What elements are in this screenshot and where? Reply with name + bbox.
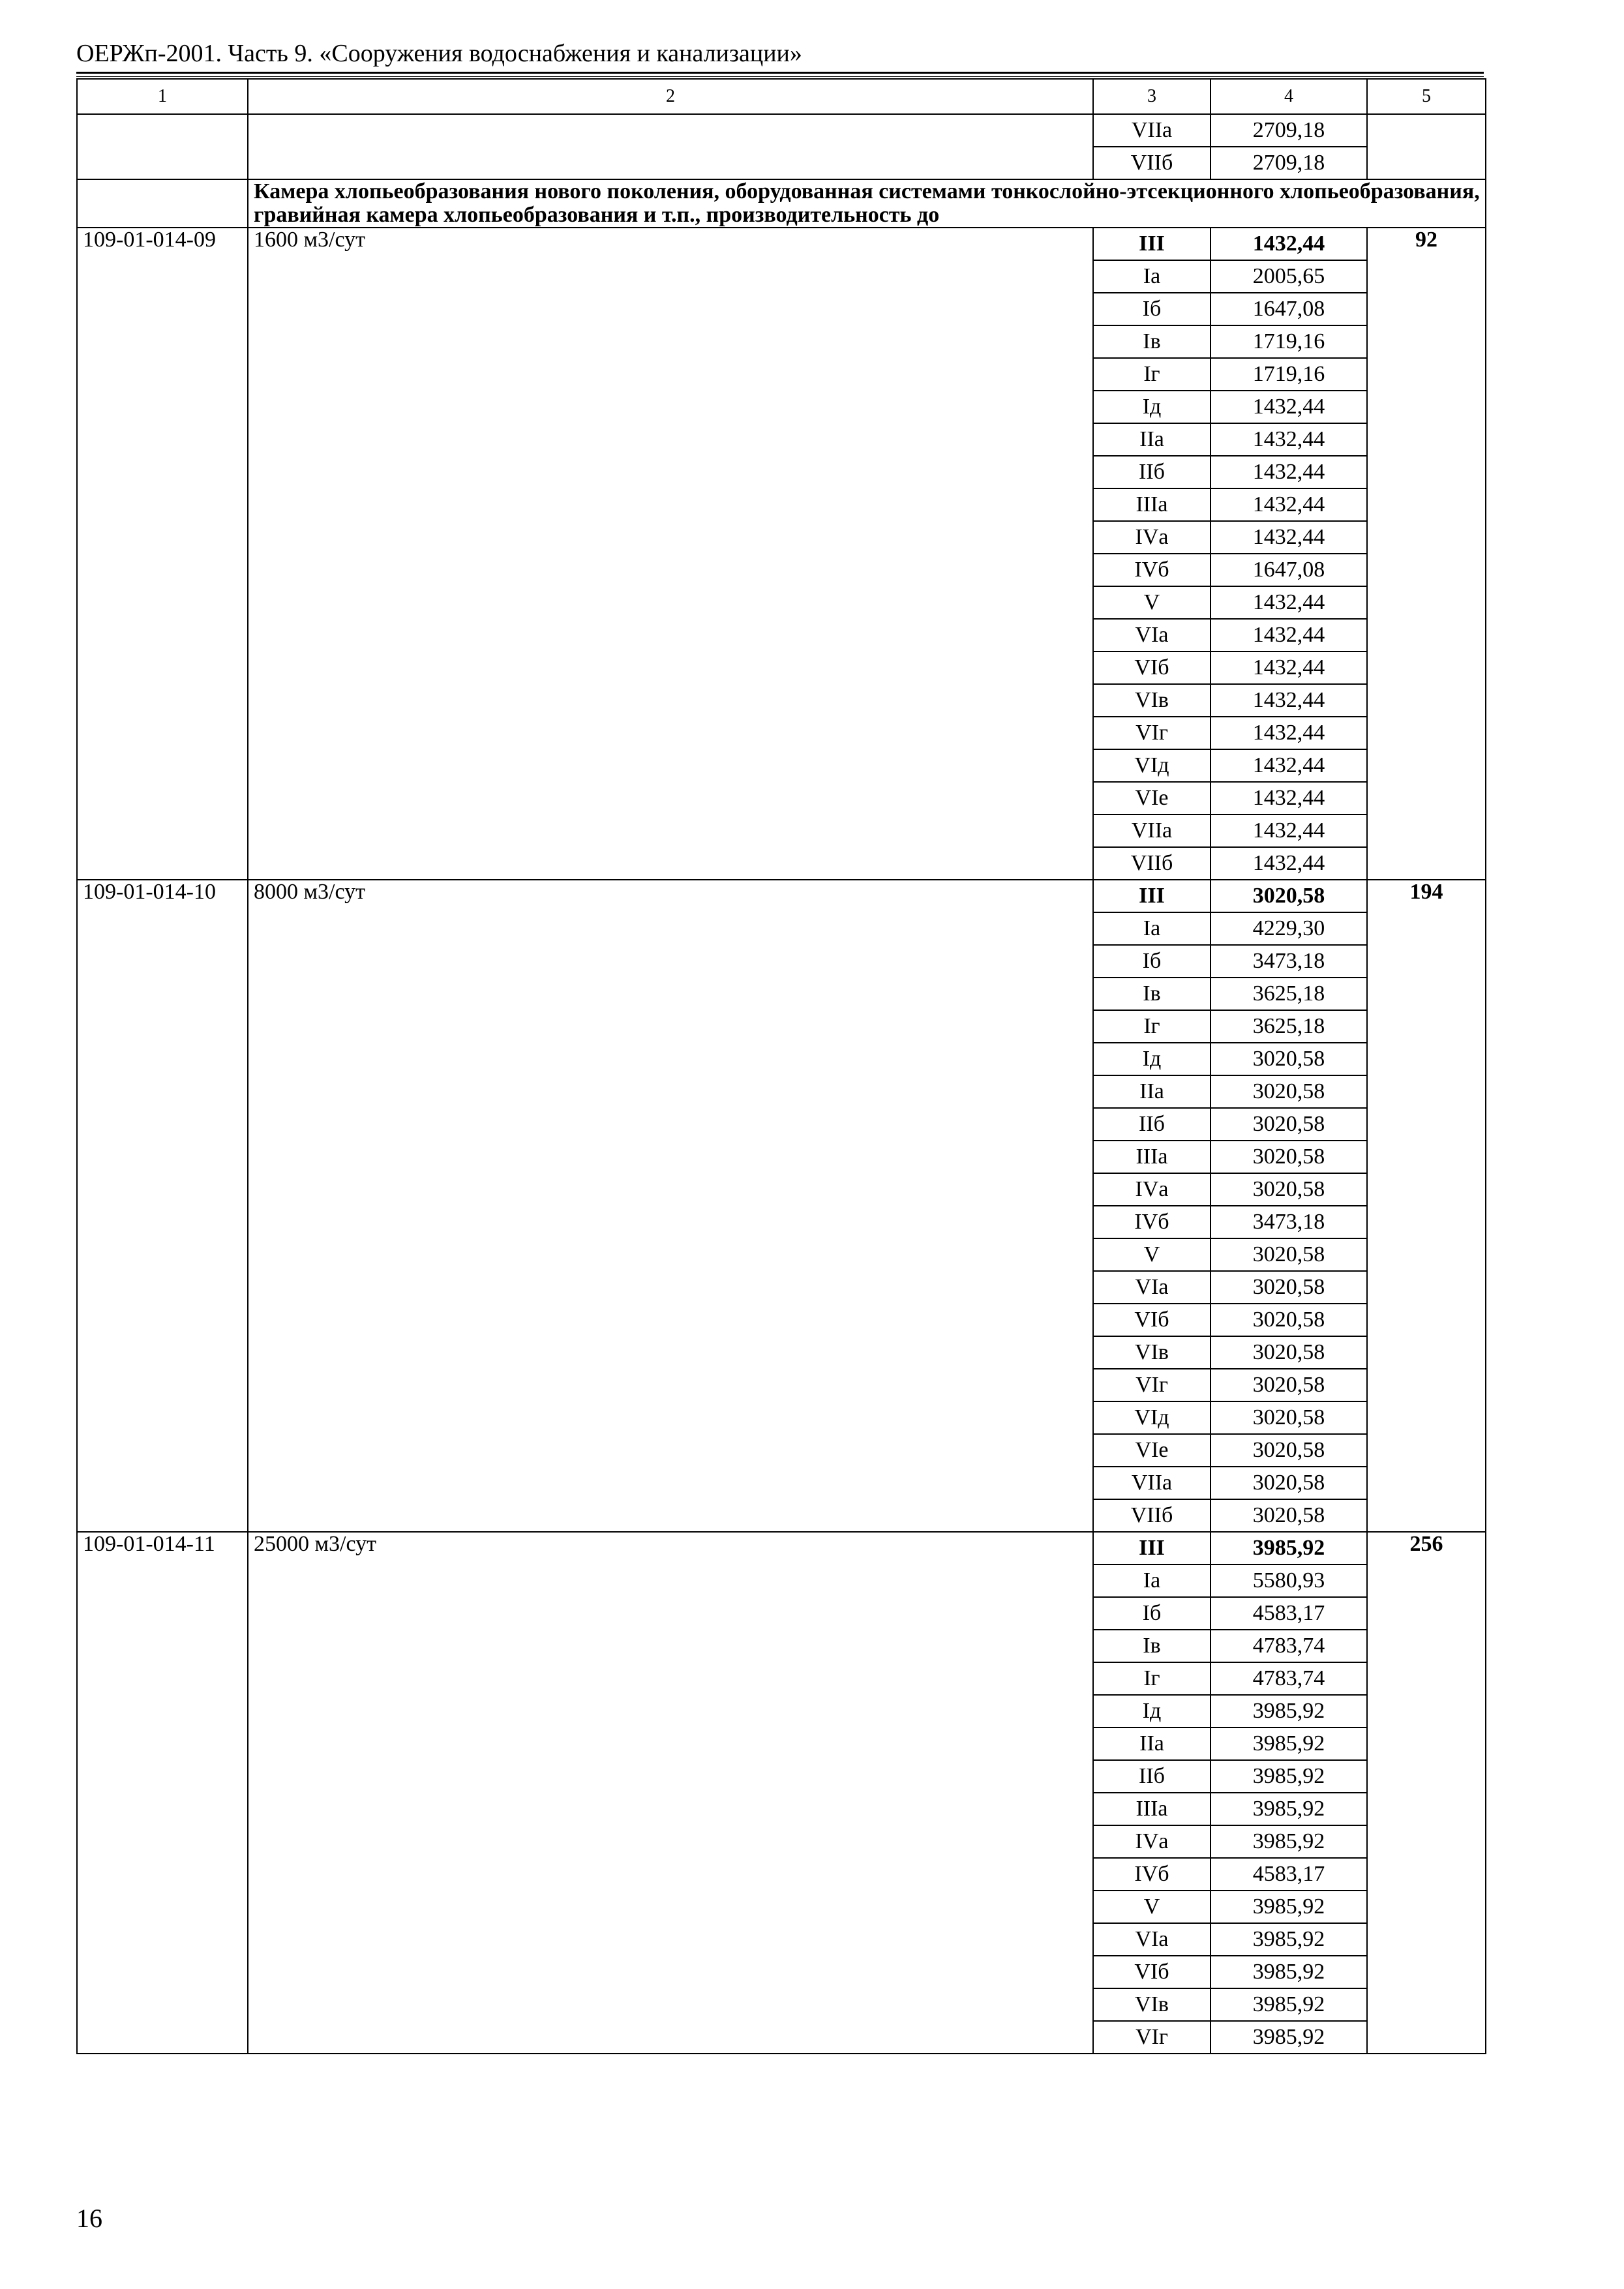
zone-cell: VIг <box>1093 2021 1210 2054</box>
price-cell: 3020,58 <box>1210 1336 1367 1369</box>
price-cell: 3625,18 <box>1210 1010 1367 1043</box>
zone-cell: Iг <box>1093 1662 1210 1695</box>
price-cell: 1432,44 <box>1210 521 1367 554</box>
price-cell: 3985,92 <box>1210 2021 1367 2054</box>
description-cell: 1600 м3/сут <box>248 228 1093 880</box>
price-cell: 2709,18 <box>1210 114 1367 147</box>
zone-cell: Iа <box>1093 912 1210 945</box>
column-number-2: 2 <box>248 79 1093 114</box>
zone-cell: Iд <box>1093 1043 1210 1075</box>
price-cell: 1432,44 <box>1210 847 1367 880</box>
price-cell: 3020,58 <box>1210 1304 1367 1336</box>
zone-cell: Iб <box>1093 293 1210 325</box>
code-cell: 109-01-014-11 <box>77 1532 248 2054</box>
price-cell: 1647,08 <box>1210 293 1367 325</box>
price-cell: 1719,16 <box>1210 325 1367 358</box>
price-cell: 1647,08 <box>1210 554 1367 586</box>
zone-cell: IIIа <box>1093 488 1210 521</box>
zone-cell: Iа <box>1093 260 1210 293</box>
section-title: Камера хлопьеобразования нового поколения, оборудованная системами тонкослойно-этсекционного хлопьеобразования, гравийная камера хлопьеобразования и т.п., производительность до <box>248 179 1486 228</box>
price-cell: 3020,58 <box>1210 1173 1367 1206</box>
zone-cell: VIг <box>1093 717 1210 749</box>
zone-cell: IIа <box>1093 423 1210 456</box>
zone-cell: IIа <box>1093 1728 1210 1760</box>
price-cell: 3020,58 <box>1210 1075 1367 1108</box>
column-number-3: 3 <box>1093 79 1210 114</box>
column-number-5: 5 <box>1367 79 1486 114</box>
price-cell: 5580,93 <box>1210 1564 1367 1597</box>
zone-cell: IIб <box>1093 456 1210 488</box>
column-number-1: 1 <box>77 79 248 114</box>
zone-cell: VIIа <box>1093 815 1210 847</box>
table-row <box>77 114 1486 147</box>
price-cell: 4783,74 <box>1210 1662 1367 1695</box>
zone-cell: VIIа <box>1093 1467 1210 1499</box>
price-cell: 3020,58 <box>1210 1401 1367 1434</box>
table-row <box>77 880 1486 912</box>
section-row <box>77 179 1486 228</box>
price-cell: 3985,92 <box>1210 1760 1367 1793</box>
price-cell: 3020,58 <box>1210 1238 1367 1271</box>
zone-cell: Iд <box>1093 1695 1210 1728</box>
price-cell: 3985,92 <box>1210 1891 1367 1923</box>
header-rule <box>76 72 1484 77</box>
zone-cell: IVа <box>1093 1825 1210 1858</box>
zone-cell: Iб <box>1093 945 1210 978</box>
price-cell: 3985,92 <box>1210 1532 1367 1564</box>
col5-cell: 194 <box>1367 880 1486 1532</box>
zone-cell: VIб <box>1093 1956 1210 1988</box>
zone-cell: III <box>1093 880 1210 912</box>
price-cell: 1432,44 <box>1210 717 1367 749</box>
price-cell: 3473,18 <box>1210 1206 1367 1238</box>
price-cell: 1432,44 <box>1210 423 1367 456</box>
zone-cell: VIв <box>1093 684 1210 717</box>
price-cell: 3473,18 <box>1210 945 1367 978</box>
code-cell <box>77 114 248 179</box>
price-cell: 3985,92 <box>1210 1988 1367 2021</box>
price-cell: 3020,58 <box>1210 1108 1367 1141</box>
zone-cell: VIв <box>1093 1988 1210 2021</box>
zone-cell: IVб <box>1093 554 1210 586</box>
page-number: 16 <box>76 2204 102 2233</box>
zone-cell: VIб <box>1093 1304 1210 1336</box>
zone-cell: Iг <box>1093 358 1210 391</box>
zone-cell: V <box>1093 586 1210 619</box>
page-header-title: ОЕРЖп-2001. Часть 9. «Сооружения водоснабжения и канализации» <box>76 40 802 67</box>
price-table <box>76 78 1486 2054</box>
price-cell: 3985,92 <box>1210 1923 1367 1956</box>
zone-cell: Iа <box>1093 1564 1210 1597</box>
description-cell: 25000 м3/сут <box>248 1532 1093 2054</box>
zone-cell: IVб <box>1093 1206 1210 1238</box>
price-cell: 1432,44 <box>1210 391 1367 423</box>
price-cell: 1432,44 <box>1210 456 1367 488</box>
zone-cell: IIIа <box>1093 1141 1210 1173</box>
zone-cell: VIIб <box>1093 147 1210 179</box>
price-cell: 1719,16 <box>1210 358 1367 391</box>
price-cell: 3020,58 <box>1210 1043 1367 1075</box>
price-cell: 1432,44 <box>1210 684 1367 717</box>
zone-cell: Iв <box>1093 1630 1210 1662</box>
price-cell: 1432,44 <box>1210 228 1367 260</box>
column-number-4: 4 <box>1210 79 1367 114</box>
zone-cell: V <box>1093 1891 1210 1923</box>
zone-cell: VIа <box>1093 1271 1210 1304</box>
column-number-row <box>77 79 1486 114</box>
price-cell: 1432,44 <box>1210 651 1367 684</box>
zone-cell: III <box>1093 1532 1210 1564</box>
zone-cell: Iг <box>1093 1010 1210 1043</box>
price-cell: 4583,17 <box>1210 1597 1367 1630</box>
code-cell: 109-01-014-09 <box>77 228 248 880</box>
zone-cell: IIб <box>1093 1760 1210 1793</box>
zone-cell: IIа <box>1093 1075 1210 1108</box>
price-cell: 3985,92 <box>1210 1728 1367 1760</box>
zone-cell: Iв <box>1093 325 1210 358</box>
price-cell: 1432,44 <box>1210 586 1367 619</box>
zone-cell: Iб <box>1093 1597 1210 1630</box>
price-cell: 3020,58 <box>1210 1499 1367 1532</box>
zone-cell: VIа <box>1093 1923 1210 1956</box>
description-cell: 8000 м3/сут <box>248 880 1093 1532</box>
price-cell: 3985,92 <box>1210 1793 1367 1825</box>
price-cell: 3020,58 <box>1210 1467 1367 1499</box>
table-row <box>77 228 1486 260</box>
price-cell: 3625,18 <box>1210 978 1367 1010</box>
zone-cell: VIв <box>1093 1336 1210 1369</box>
zone-cell: VIе <box>1093 1434 1210 1467</box>
price-cell: 3020,58 <box>1210 1434 1367 1467</box>
col5-cell <box>1367 114 1486 179</box>
zone-cell: VIIб <box>1093 847 1210 880</box>
price-cell: 1432,44 <box>1210 488 1367 521</box>
zone-cell: Iд <box>1093 391 1210 423</box>
description-cell <box>248 114 1093 179</box>
price-cell: 3020,58 <box>1210 1141 1367 1173</box>
price-cell: 3985,92 <box>1210 1956 1367 1988</box>
price-cell: 3020,58 <box>1210 880 1367 912</box>
col5-cell: 92 <box>1367 228 1486 880</box>
zone-cell: VIе <box>1093 782 1210 815</box>
zone-cell: VIIб <box>1093 1499 1210 1532</box>
price-cell: 2709,18 <box>1210 147 1367 179</box>
zone-cell: V <box>1093 1238 1210 1271</box>
zone-cell: IIIа <box>1093 1793 1210 1825</box>
zone-cell: VIIа <box>1093 114 1210 147</box>
zone-cell: VIд <box>1093 1401 1210 1434</box>
price-cell: 3020,58 <box>1210 1271 1367 1304</box>
zone-cell: IIб <box>1093 1108 1210 1141</box>
zone-cell: Iв <box>1093 978 1210 1010</box>
table-row <box>77 1532 1486 1564</box>
zone-cell: IVб <box>1093 1858 1210 1891</box>
price-cell: 1432,44 <box>1210 782 1367 815</box>
zone-cell: IVа <box>1093 1173 1210 1206</box>
section-empty-cell <box>77 179 248 228</box>
price-cell: 4783,74 <box>1210 1630 1367 1662</box>
zone-cell: III <box>1093 228 1210 260</box>
price-cell: 1432,44 <box>1210 619 1367 651</box>
zone-cell: VIб <box>1093 651 1210 684</box>
zone-cell: IVа <box>1093 521 1210 554</box>
price-cell: 4229,30 <box>1210 912 1367 945</box>
price-cell: 2005,65 <box>1210 260 1367 293</box>
price-cell: 1432,44 <box>1210 749 1367 782</box>
price-cell: 3985,92 <box>1210 1695 1367 1728</box>
col5-cell: 256 <box>1367 1532 1486 2054</box>
price-cell: 3020,58 <box>1210 1369 1367 1401</box>
price-cell: 4583,17 <box>1210 1858 1367 1891</box>
price-cell: 1432,44 <box>1210 815 1367 847</box>
price-table-body <box>77 79 1486 2054</box>
code-cell: 109-01-014-10 <box>77 880 248 1532</box>
price-cell: 3985,92 <box>1210 1825 1367 1858</box>
zone-cell: VIг <box>1093 1369 1210 1401</box>
zone-cell: VIд <box>1093 749 1210 782</box>
zone-cell: VIа <box>1093 619 1210 651</box>
